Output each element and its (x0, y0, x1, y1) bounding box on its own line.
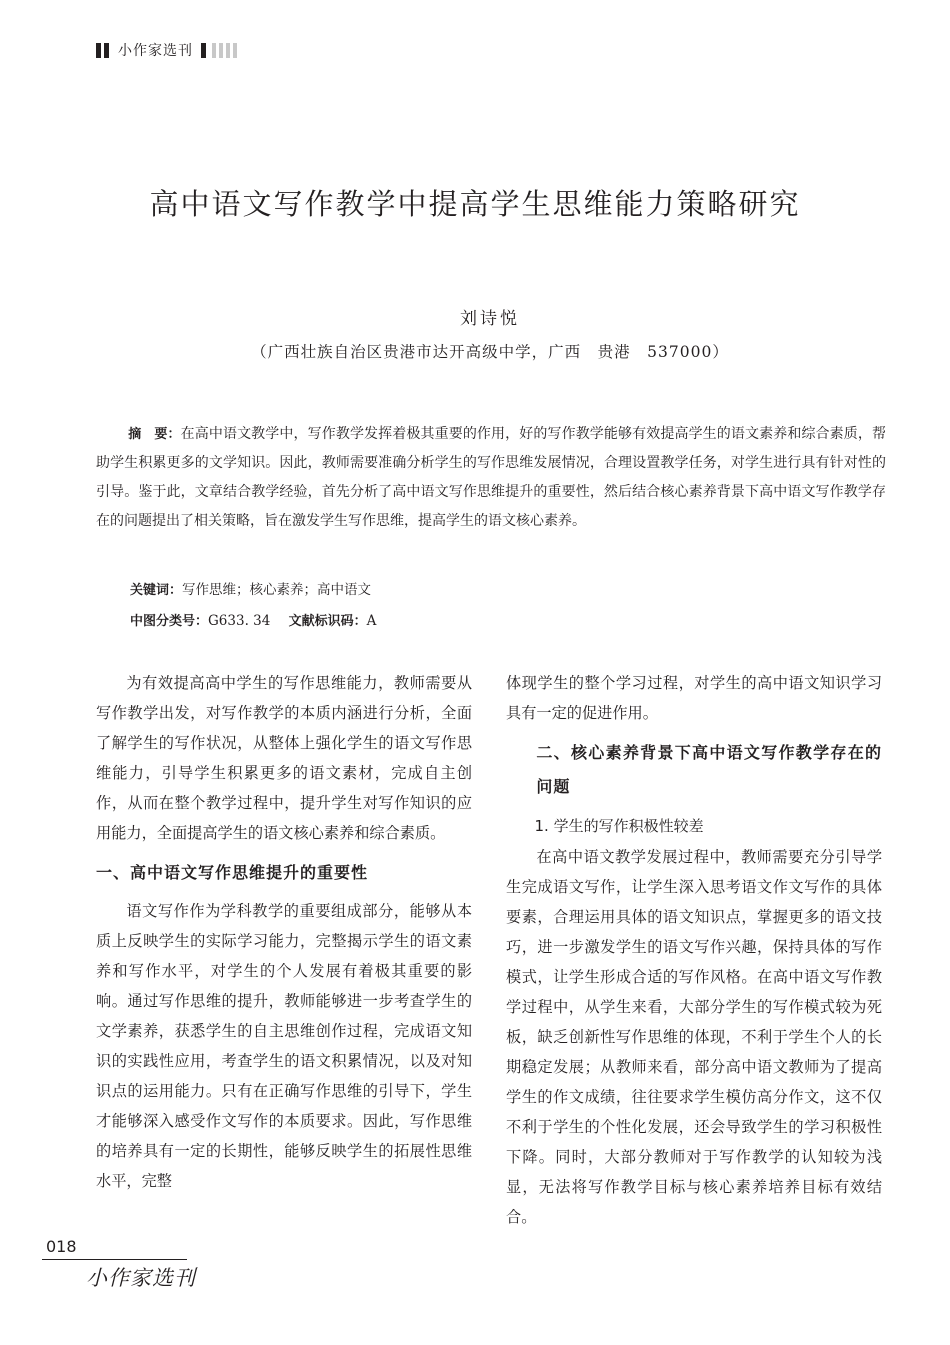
header-bar-mark (96, 43, 101, 58)
header-bar-mark (104, 43, 109, 58)
page-number: 018 (46, 1237, 77, 1256)
section-2-subheading: 1. 学生的写作积极性较差 (534, 817, 704, 835)
section-1-paragraph-continued: 体现学生的整个学习过程，对学生的高中语文知识学习具有一定的促进作用。 (506, 674, 882, 722)
abstract-label: 摘 要： (128, 427, 181, 442)
footer-rule (42, 1259, 187, 1260)
section-2-heading: 二、核心素养背景下高中语文写作教学存在的问题 (536, 743, 882, 796)
section-2-paragraph: 在高中语文教学发展过程中，教师需要充分引导学生完成语文写作，让学生深入思考语文作文写作的具体要素，合理运用具体的语文知识点，掌握更多的语文技巧，进一步激发学生的语文写作兴趣，保持具体的写作模式，让学生形成合适的写作风格。在高中语文写作教学过程中，从学生来看，大部分学生的写作模式较为死板，缺乏创新性写作思维的体现，不利于学生个人的长期稳定发展；从教师来看，部分高中语文教师为了提高学生的作文成绩，往往要求学生模仿高分作文，这不仅不利于学生的个性化发展，还会导致学生的学习积极性下降。同时，大部分教师对于写作教学的认知较为浅显，无法将写作教学目标与核心素养培养目标有效结合。 (506, 848, 882, 1226)
journal-name: 小作家选刊 (118, 43, 193, 59)
right-column (506, 668, 882, 1232)
abstract (96, 420, 886, 536)
keywords-label: 关键词： (130, 583, 183, 598)
keywords-value: 写作思维；核心素养；高中语文 (182, 582, 372, 598)
header-bar-mark (212, 43, 216, 58)
author-affiliation: （广西壮族自治区贵港市达开高级中学，广西 贵港 537000） (251, 343, 729, 361)
intro-paragraph: 为有效提高高中学生的写作思维能力，教师需要从写作教学出发，对写作教学的本质内涵进行分析，全面了解学生的写作状况，从整体上强化学生的语文写作思维能力，引导学生积累更多的语文素材，完成自主创作，从而在整个教学过程中，提升学生对写作知识的应用能力，全面提高学生的语文核心素养和综合素质。 (96, 674, 472, 842)
abstract-text: 在高中语文教学中，写作教学发挥着极其重要的作用，好的写作教学能够有效提高学生的语文素养和综合素质，帮助学生积累更多的文学知识。因此，教师需要准确分析学生的写作思维发展情况，合理设置教学任务，对学生进行具有针对性的引导。鉴于此，文章结合教学经验，首先分析了高中语文写作思维提升的重要性，然后结合核心素养背景下高中语文写作教学存在的问题提出了相关策略，旨在激发学生写作思维，提高学生的语文核心素养。 (96, 426, 886, 529)
left-column (96, 668, 472, 1196)
header-bar-mark (226, 43, 230, 58)
header-bar-mark (219, 43, 223, 58)
footer-journal-logo: 小作家选刊 (86, 1266, 196, 1290)
header-bar-mark (233, 43, 237, 58)
section-1-heading: 一、高中语文写作思维提升的重要性 (96, 863, 369, 882)
doc-code-value: A (366, 613, 377, 629)
clc-label: 中图分类号： (130, 614, 209, 629)
header-bar-mark (201, 43, 206, 58)
section-1-paragraph: 语文写作作为学科教学的重要组成部分，能够从本质上反映学生的实际学习能力，完整揭示学生的语文素养和写作水平，对学生的个人发展有着极其重要的影响。通过写作思维的提升，教师能够进一步考查学生的文学素养，获悉学生的自主思维创作过程，完成语文知识的实践性应用，考查学生的语文积累情况，以及对知识点的运用能力。只有在正确写作思维的引导下，学生才能够深入感受作文写作的本质要求。因此，写作思维的培养具有一定的长期性，能够反映学生的拓展性思维水平，完整 (96, 902, 472, 1190)
classification-line (130, 610, 376, 629)
doc-code-label: 文献标识码： (288, 614, 367, 629)
article-title: 高中语文写作教学中提高学生思维能力策略研究 (149, 187, 801, 221)
clc-value: G633. 34 (208, 613, 271, 629)
running-header (96, 40, 237, 60)
keywords-line (130, 578, 371, 598)
author-name: 刘诗悦 (460, 309, 520, 329)
